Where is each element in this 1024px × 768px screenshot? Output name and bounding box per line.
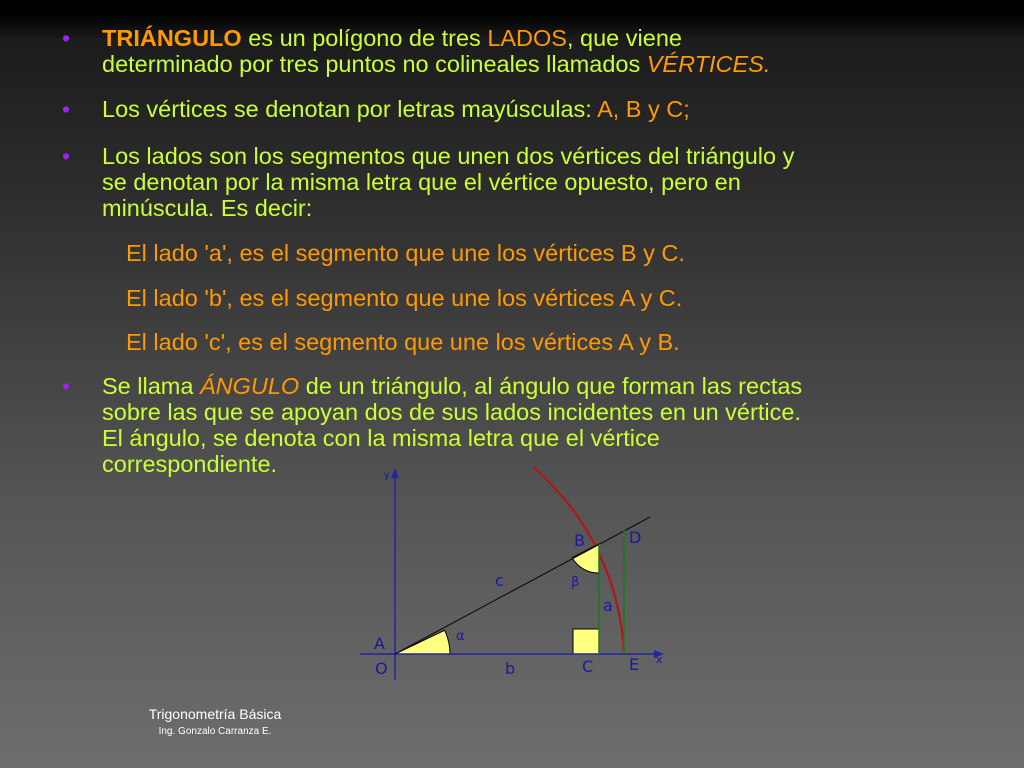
term-triangulo: TRIÁNGULO <box>102 25 242 51</box>
text: determinado por tres puntos no colineales llamados <box>102 51 647 77</box>
term-vertices: VÉRTICES. <box>646 51 771 77</box>
term-angulo: ÁNGULO <box>199 373 300 399</box>
side-c-definition: El lado 'c', es el segmento que une los vértices A y B. <box>126 329 680 355</box>
side-a-definition: El lado 'a', es el segmento que une los vértices B y C. <box>126 240 685 266</box>
text: es un polígono de tres <box>241 25 488 51</box>
angle-alpha-sector <box>395 630 450 654</box>
point-e-label: E <box>629 655 640 674</box>
footer-title: Trigonometría Básica <box>148 706 282 722</box>
side-c-label: c <box>495 571 504 590</box>
right-angle-marker <box>573 629 599 654</box>
vertex-b-label: B <box>574 531 585 550</box>
text: se denotan por la misma letra que el vértice opuesto, pero en <box>102 169 741 195</box>
footer-author: Ing. Gonzalo Carranza E. <box>158 726 272 737</box>
text: El ángulo, se denota con la misma letra que el vértice <box>102 425 660 451</box>
text: , que viene <box>566 25 682 51</box>
bullet-dot: • <box>62 96 71 122</box>
text: sobre las que se apoyan dos de sus lados incidentes en un vértice. <box>102 399 801 425</box>
text: Se llama <box>102 373 200 399</box>
text: Los vértices se denotan por letras mayúsculas: <box>102 96 598 122</box>
text: minúscula. Es decir: <box>102 195 313 221</box>
text: correspondiente. <box>102 451 278 477</box>
term-lados: LADOS <box>487 25 567 51</box>
side-a-label: a <box>603 596 613 615</box>
origin-o-label: O <box>375 659 388 678</box>
vertex-letters: A, B y C; <box>597 96 690 122</box>
text: de un triángulo, al ángulo que forman las rectas <box>299 373 803 399</box>
side-b-definition: El lado 'b', es el segmento que une los vértices A y C. <box>126 285 683 311</box>
vertex-a-label: A <box>374 634 385 653</box>
bullet-dot: • <box>62 143 71 169</box>
beta-label: β <box>571 575 580 590</box>
bullet-dot: • <box>62 373 71 399</box>
alpha-label: α <box>456 629 465 644</box>
point-d-label: D <box>629 528 642 547</box>
y-axis-label: y <box>384 470 390 481</box>
y-axis-arrow <box>391 468 399 478</box>
x-axis-label: x <box>656 653 663 666</box>
text: Los lados son los segmentos que unen dos vértices del triángulo y <box>102 143 795 169</box>
bullet-dot: • <box>62 25 71 51</box>
side-b-label: b <box>505 659 516 678</box>
vertex-c-label: C <box>582 657 594 676</box>
